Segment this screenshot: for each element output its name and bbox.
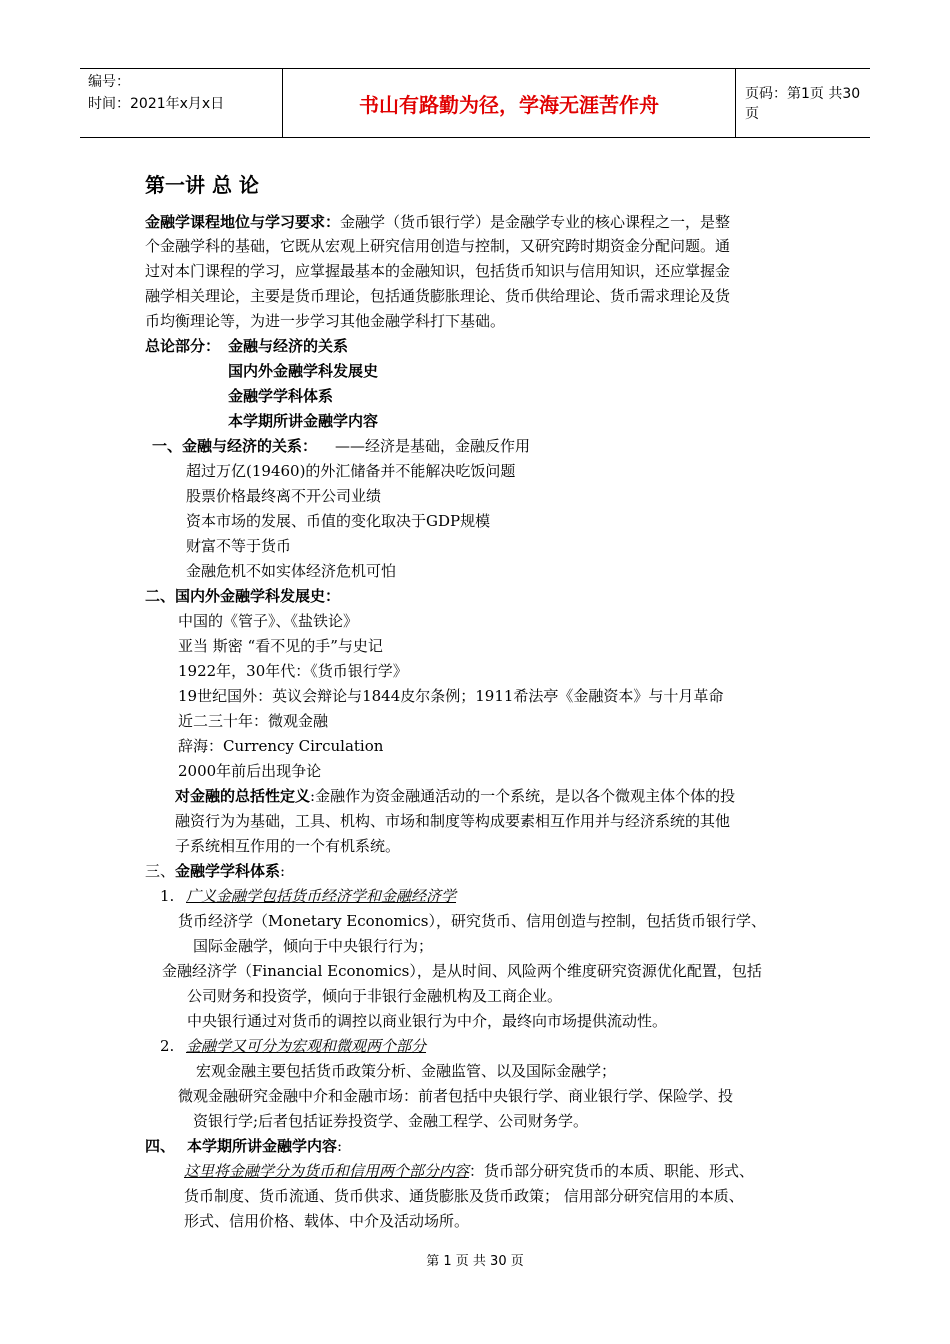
section-1-line: 资本市场的发展、币值的变化取决于GDP规模 <box>186 512 491 530</box>
section-1-tail: ——经济是基础，金融反作用 <box>335 437 531 455</box>
section-4-tail: : <box>337 1137 343 1155</box>
intro-line: 融学相关理论，主要是货币理论，包括通货膨胀理论、货币供给理论、货币需求理论及货 <box>145 287 731 305</box>
definition-line: 子系统相互作用的一个有机系统。 <box>175 837 401 855</box>
section-3-prefix: 三、 <box>145 862 176 880</box>
section-4-underlined: 这里将金融学分为货币和信用两个部分内容 <box>184 1162 470 1180</box>
header-motto: 书山有路勤为径，学海无涯苦作舟 <box>282 69 736 137</box>
section-2-line: 中国的《管子》、《盐铁论》 <box>178 612 359 630</box>
section-2-heading: 二、国内外金融学科发展史： <box>145 587 341 605</box>
definition-line: 融资行为为基础，工具、机构、市场和制度等构成要素相互作用并与经济系统的其他 <box>175 812 731 830</box>
section-4-line: 形式、信用价格、载体、中介及活动场所。 <box>184 1212 470 1230</box>
section-3-line: 宏观金融主要包括货币政策分析、金融监管、以及国际金融学； <box>196 1062 617 1080</box>
section-3-line: 金融经济学（Financial Economics），是从时间、风险两个维度研究资源优化配置，包括 <box>162 962 762 980</box>
intro-line: 个金融学科的基础，它既从宏观上研究信用创造与控制，又研究跨时期资金分配问题。通 <box>145 237 731 255</box>
page-footer <box>0 1250 950 1269</box>
section-3-line: 资银行学;后者包括证券投资学、金融工程学、公司财务学。 <box>193 1112 589 1130</box>
section-2-line: 19世纪国外：英议会辩论与1844皮尔条例；1911希法亭《金融资本》与十月革命 <box>178 687 724 705</box>
section-1-line: 金融危机不如实体经济危机可怕 <box>186 562 397 580</box>
item-text: 广义金融学包括货币经济学和金融经济学 <box>186 887 457 905</box>
section-1-line: 股票价格最终离不开公司业绩 <box>186 487 382 505</box>
section-3-title: 金融学学科体系 <box>175 862 281 880</box>
intro-line: 币均衡理论等，为进一步学习其他金融学科打下基础。 <box>145 312 506 330</box>
definition-label: 对金融的总括性定义 <box>175 787 311 805</box>
section-3-line: 货币经济学（Monetary Economics），研究货币、信用创造与控制，包括货币银行学、 <box>178 912 767 930</box>
section-3-tail: : <box>280 862 286 880</box>
section-2-line: 亚当 斯密 “看不见的手”与史记 <box>178 637 383 655</box>
section-3-line: 中央银行通过对货币的调控以商业银行为中介，最终向市场提供流动性。 <box>187 1012 668 1030</box>
header-page-label: 页码：第1页 共30页 <box>745 86 861 122</box>
intro-label: 金融学课程地位与学习要求： <box>145 213 341 231</box>
definition-line <box>175 786 735 806</box>
overview-item: 金融学学科体系 <box>228 387 334 405</box>
header-meta <box>80 69 282 137</box>
item-number: 2. <box>160 1037 175 1055</box>
overview-item: 本学期所讲金融学内容 <box>228 412 379 430</box>
overview-item: 金融与经济的关系 <box>228 337 349 355</box>
intro-line: 过对本门课程的学习，应掌握最基本的金融知识，包括货币知识与信用知识，还应掌握金 <box>145 262 731 280</box>
section-2-line: 近二三十年：微观金融 <box>178 712 329 730</box>
document-number-label: 编号： <box>88 74 130 90</box>
footer-page-number: 第 1 页 共 30 页 <box>426 1254 524 1269</box>
section-3-heading <box>145 861 285 881</box>
overview-label: 总论部分： <box>145 337 221 355</box>
numbered-item <box>160 1036 426 1056</box>
section-4-heading <box>145 1136 342 1156</box>
section-3-line: 微观金融研究金融中介和金融市场：前者包括中央银行学、商业银行学、保险学、投 <box>178 1087 734 1105</box>
item-text: 金融学又可分为宏观和微观两个部分 <box>186 1037 427 1055</box>
definition-text: :金融作为资金融通活动的一个系统，是以各个微观主体个体的投 <box>310 787 736 805</box>
section-1-title: 一、金融与经济的关系： <box>152 437 318 455</box>
page-header <box>80 68 870 138</box>
section-4-title: 本学期所讲金融学内容 <box>187 1137 338 1155</box>
section-4-text: ：货币部分研究货币的本质、职能、形式、 <box>469 1162 755 1180</box>
section-2-line: 2000年前后出现争论 <box>178 762 322 780</box>
section-3-line: 公司财务和投资学，倾向于非银行金融机构及工商企业。 <box>187 987 563 1005</box>
section-4-line: 货币制度、货币流通、货币供求、通货膨胀及货币政策； 信用部分研究信用的本质、 <box>184 1187 744 1205</box>
section-1-line: 财富不等于货币 <box>186 537 292 555</box>
numbered-item <box>160 886 456 906</box>
document-date-label: 时间：2021年x月x日 <box>88 96 225 112</box>
section-2-line: 辞海：Currency Circulation <box>178 737 384 755</box>
overview-item: 国内外金融学科发展史 <box>228 362 379 380</box>
section-2-line: 1922年，30年代：《货币银行学》 <box>178 662 408 680</box>
section-4-line <box>184 1161 754 1181</box>
section-1-heading <box>152 436 530 456</box>
section-4-prefix: 四、 <box>145 1137 176 1155</box>
intro-line <box>145 212 730 232</box>
section-1-line: 超过万亿(19460)的外汇储备并不能解决吃饭问题 <box>186 462 516 480</box>
intro-text: 金融学（货币银行学）是金融学专业的核心课程之一，是整 <box>340 213 731 231</box>
item-number: 1. <box>160 887 175 905</box>
page-title: 第一讲 总 论 <box>145 173 259 197</box>
section-3-line: 国际金融学，倾向于中央银行行为； <box>193 937 434 955</box>
